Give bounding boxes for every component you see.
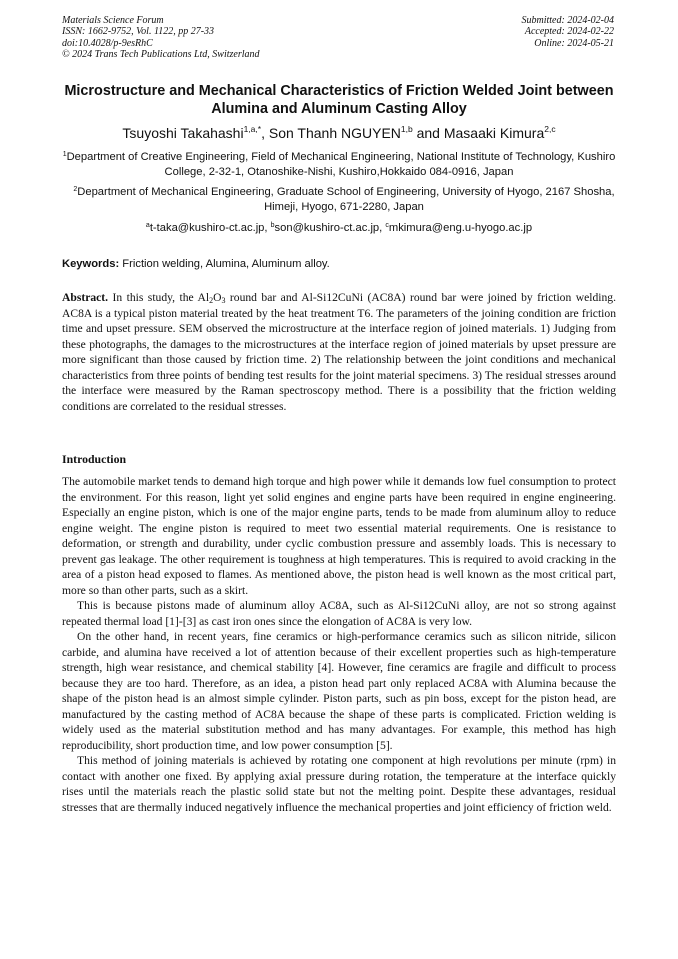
email-link[interactable]: son@kushiro-ct.ac.jp, (274, 222, 386, 234)
paragraph: This is because pistons made of aluminum alloy AC8A, such as Al-Si12CuNi alloy, are not so strong against repeated thermal load [1]-[3] as cast iron ones since the elongation of AC8A is very low. (62, 599, 616, 628)
journal-info (62, 15, 260, 60)
accepted-date: Accepted: 2024-02-22 (524, 26, 614, 38)
affiliation-2 (72, 185, 616, 215)
author-name: Son Thanh NGUYEN (268, 125, 401, 141)
affiliation-text: Department of Mechanical Engineering, Graduate School of Engineering, University of Hyogo, 2167 Shosha, Himeji, Hyogo, 671-2280, Japan (77, 186, 615, 213)
subscript: 2 (209, 296, 214, 305)
keywords (62, 257, 618, 272)
affiliation-number: 2 (73, 186, 78, 193)
author-separator: and (412, 125, 444, 141)
abstract-text-pre: In this study, the Al (108, 291, 210, 304)
author-emails (62, 221, 616, 236)
affiliation-text: Department of Creative Engineering, Field of Mechanical Engineering, National Institute of Technology, Kushiro College, 2-32-1, Otanoshike-Nishi, Kushiro,Hokkaido 084-0916, Japan (66, 151, 616, 178)
affiliation-1 (62, 150, 616, 180)
affiliation-number: 1 (62, 151, 67, 158)
submission-dates (522, 15, 615, 49)
paragraph: This method of joining materials is achieved by rotating one component at high revolutions per minute (rpm) in contact with another one fixed. By applying axial pressure during rotation, the temperature at the interface quickly rises until the materials reach the plastic solid state but not the melting point. Despite these advantages, residual stresses that are thermally induced negatively influence the mechanical properties and joint efficiency of friction weld. (62, 754, 616, 814)
submitted-date: Submitted: 2024-02-04 (521, 15, 614, 26)
email-link[interactable]: mkimura@eng.u-hyogo.ac.jp (388, 222, 533, 234)
doi-line: doi:10.4028/p-9esRhC (62, 37, 153, 49)
paper-title: Microstructure and Mechanical Characteristics of Friction Welded Joint between Alumina and Aluminum Casting Alloy (64, 83, 614, 117)
author-superscript: 1,a,* (243, 124, 262, 134)
keywords-label: Keywords: (62, 258, 120, 270)
email-marker: c (385, 222, 389, 229)
abstract-label: Abstract. (62, 291, 109, 304)
journal-name: Materials Science Forum (62, 15, 164, 26)
abstract-text-mid: O (213, 291, 222, 304)
issn-line: ISSN: 1662-9752, Vol. 1122, pp 27-33 (62, 26, 215, 38)
section-heading: Introduction (62, 452, 127, 466)
author-name: Masaaki Kimura (443, 125, 545, 141)
author-superscript: 1,b (400, 124, 413, 134)
introduction-body (62, 474, 616, 815)
abstract-text: round bar and Al-Si12CuNi (AC8A) round bar were joined by friction welding. AC8A is a typical piston material treated by the heat treatment T6. The parameters of the joining condition are friction time and upset pressure. SEM observed the microstructure at the interface region of joined materials. 1) Judging from these photographs, the damages to the microstructures at the interface region of joined materials by upset pressure are more significant than those caused by friction time. 2) The relationship between the joint conditions and mechanical characteristics from three points of bending test results for the joint material specimens. 3) The residual stresses around the interface were measured by the Raman spectroscopy method. There is a possibility that the friction welding conditions are correlated to the residual stresses. (62, 291, 616, 413)
email-marker: a (145, 222, 150, 229)
author-name: Tsuyoshi Takahashi (122, 125, 244, 141)
abstract (62, 290, 616, 414)
online-date: Online: 2024-05-21 (534, 37, 614, 49)
author-superscript: 2,c (544, 124, 556, 134)
author-list (40, 124, 638, 142)
author-separator: , (261, 125, 269, 141)
subscript: 3 (221, 296, 226, 305)
email-marker: b (270, 222, 275, 229)
email-link[interactable]: t-taka@kushiro-ct.ac.jp, (149, 222, 271, 234)
keywords-text: Friction welding, Alumina, Aluminum alloy. (119, 258, 330, 270)
copyright-line: © 2024 Trans Tech Publications Ltd, Switzerland (62, 48, 260, 60)
paragraph: On the other hand, in recent years, fine ceramics or high-performance ceramics such as silicon nitride, silicon carbide, and alumina have received a lot of attention because of their excellent properties such as high-temperature strength, high wear resistance, and chemical stability [4]. However, fine ceramics are fragile and difficult to process because they are too hard. Therefore, as an idea, a piston head part only replaced AC8A with Alumina because the shape of the piston head is an almost simple cylinder. Piston parts, such as pin boss, except for the piston head, are manufactured by the casting method of AC8A because the shape of these parts is complicated. Friction welding is widely used as the material substitution method and has many advantages. For example, this method has high reproducibility, short production time, and low power consumption [5]. (62, 630, 616, 752)
paragraph: The automobile market tends to demand high torque and high power while it demands low fuel consumption to protect the environment. For this reason, light yet solid engines and engine parts have been required in engine engineering. Especially an engine piston, which is one of the major engine parts, tends to be made from aluminum alloy to reduce engine weight. The engine piston is required to meet two essential material requirements. One is resistance to deformation, or strength and durability, under cyclic combustion pressure and assembly loads. This is necessary to prevent gas leakage. The other requirement is toughness at high temperatures. This is required to avoid cracking in the area of a piston head exposed to flames. As mentioned above, the piston head is well known as the most critical part, more so than other parts, such as a skirt. (62, 475, 616, 597)
